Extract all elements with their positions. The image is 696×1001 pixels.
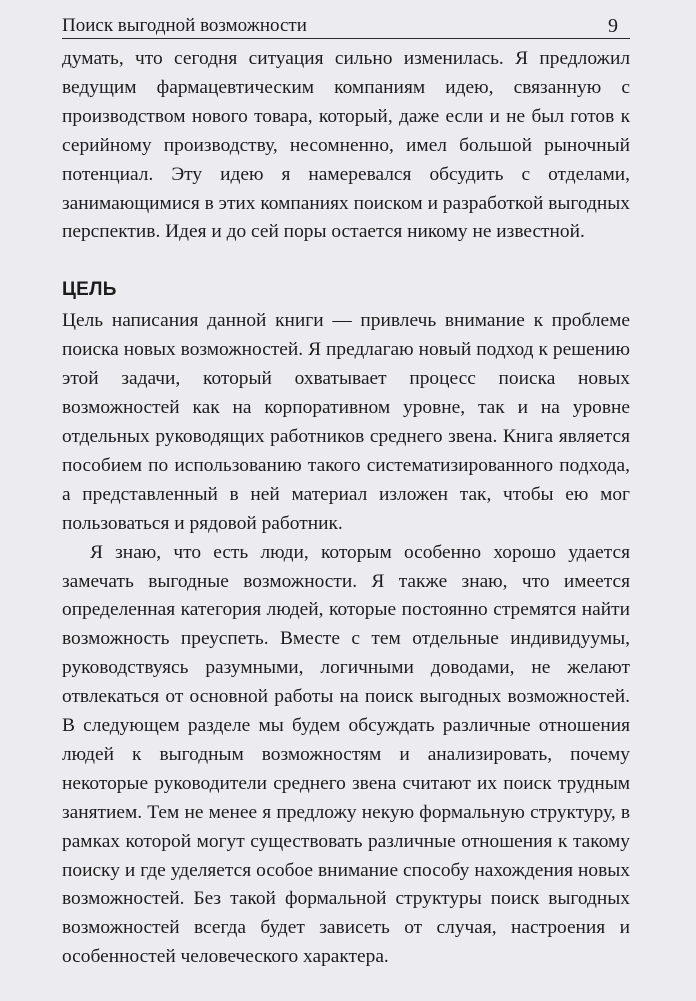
section-paragraph-1: Цель написания данной книги — привлечь внимание к проблеме поиска новых возможностей. Я предлагаю новый подход к решению этой задачи, который охватывает процесс поиска новых возможностей как на корпоративном уровне, так и на уровне отдельных руководящих работников среднего звена. Книга является пособием по использованию такого систематизированного подхода, а представленный в ней материал изложен так, чтобы ею мог пользоваться и рядовой работник. <box>62 310 630 534</box>
page-number: 9 <box>608 15 618 37</box>
continued-paragraph: думать, что сегодня ситуация сильно изменилась. Я предложил ведущим фармацевтическим компаниям идею, связанную с производством нового товара, который, даже если и не был готов к серийному производству, несомненно, имел большой рыночный потенциал. Эту идею я намеревался обсудить с отделами, занимающимися в этих компаниях поиском и разработкой выгодных перспектив. Идея и до сей поры остается никому не известной. <box>62 48 630 243</box>
body-text <box>62 45 630 972</box>
running-head <box>62 10 630 39</box>
running-title: Поиск выгодной возможности <box>62 15 307 36</box>
section-heading: ЦЕЛЬ <box>62 279 117 301</box>
section-paragraph-2: Я знаю, что есть люди, которым особенно хорошо удается замечать выгодные возможности. Я также знаю, что имеется определенная категория людей, которые постоянно стремятся найти возможность преуспеть. Вместе с тем отдельные индивидуумы, руководствуясь разумными, логичными доводами, не желают отвлекаться от основной работы на поиск выгодных возможностей. В следующем разделе мы будем обсуждать различные отношения людей к выгодным возможностям и анализировать, почему некоторые руководители среднего звена считают их поиск трудным занятием. Тем не менее я предложу некую формальную структуру, в рамках которой могут существовать различные отношения к такому поиску и где уделяется особое внимание способу нахождения новых возможностей. Без такой формальной структуры поиск выгодных возможностей всегда будет зависеть от случая, настроения и особенностей человеческого характера. <box>62 541 630 968</box>
